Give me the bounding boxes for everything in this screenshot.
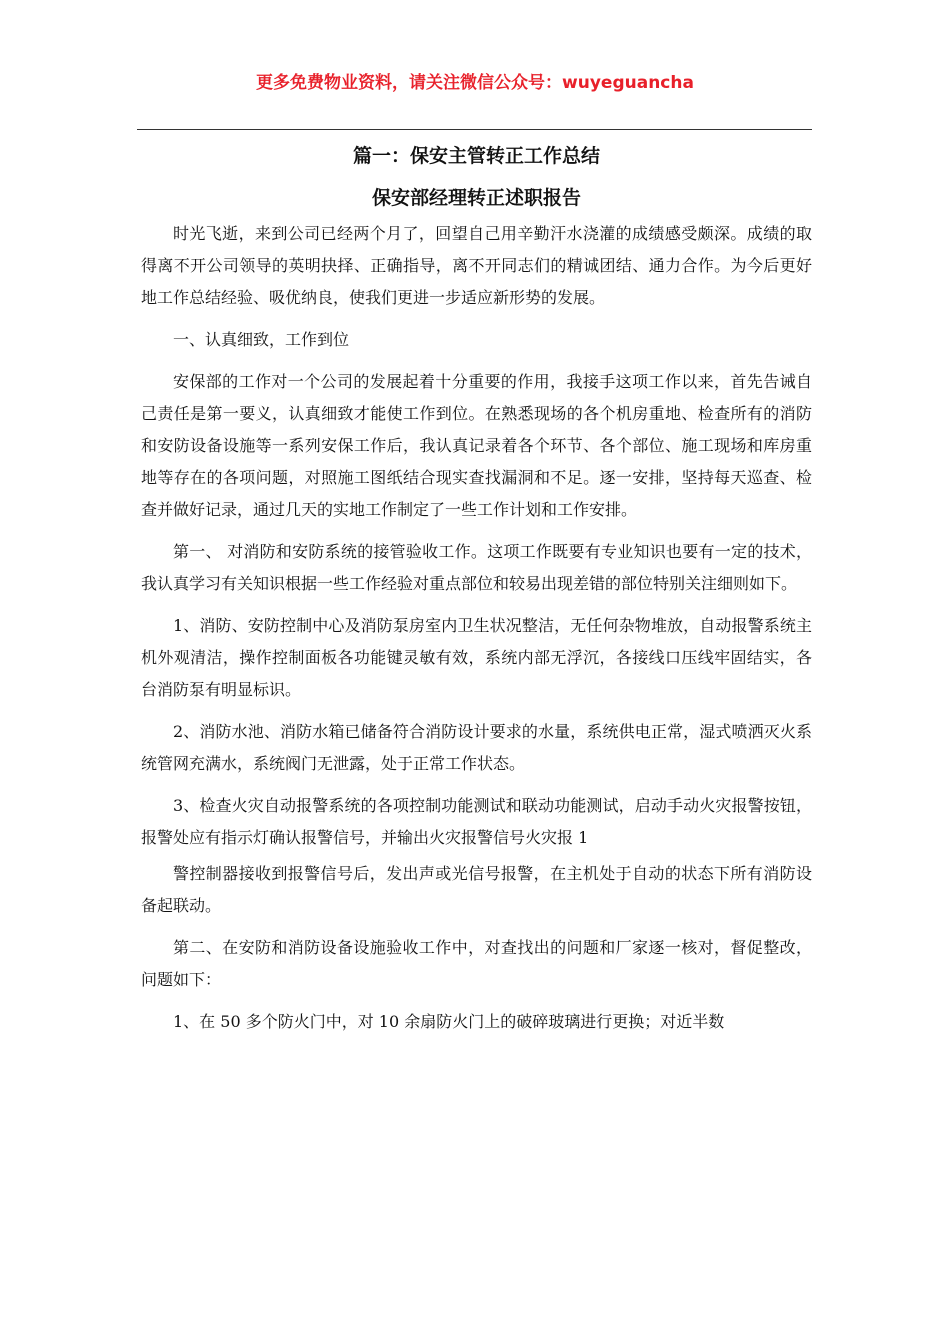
document-subtitle: 保安部经理转正述职报告 <box>371 187 581 209</box>
paragraph-point-2: 2、消防水池、消防水箱已储备符合消防设计要求的水量，系统供电正常，湿式喷洒灭火系统管网充满水，系统阀门无泄露，处于正常工作状态。 <box>141 722 812 773</box>
section-heading-1: 一、认真细致，工作到位 <box>173 330 350 349</box>
promo-banner: 更多免费物业资料，请关注微信公众号：wuyeguancha <box>256 73 694 93</box>
paragraph-security-work: 安保部的工作对一个公司的发展起着十分重要的作用，我接手这项工作以来，首先告诫自己责任是第一要义，认真细致才能使工作到位。在熟悉现场的各个机房重地、检查所有的消防和安防设备设施等一系列安保工作后，我认真记录着各个环节、各个部位、施工现场和库房重地等存在的各项问题，对照施工图纸结合现实查找漏洞和不足。逐一安排，坚持每天巡查、检查并做好记录，通过几天的实地工作制定了一些工作计划和工作安排。 <box>141 372 812 519</box>
paragraph-point-1: 1、消防、安防控制中心及消防泵房室内卫生状况整洁，无任何杂物堆放，自动报警系统主机外观清洁，操作控制面板各功能键灵敏有效，系统内部无浮沉，各接线口压线牢固结实，各台消防泵有明显标识。 <box>141 616 812 699</box>
paragraph-point-3-continued: 警控制器接收到报警信号后，发出声或光信号报警，在主机处于自动的状态下所有消防设备起联动。 <box>141 864 812 915</box>
paragraph-point-3: 3、检查火灾自动报警系统的各项控制功能测试和联动功能测试，启动手动火灾报警按钮，报警处应有指示灯确认报警信号，并输出火灾报警信号火灾报 1 <box>141 796 812 847</box>
paragraph-first-item: 第一、 对消防和安防系统的接管验收工作。这项工作既要有专业知识也要有一定的技术，我认真学习有关知识根据一些工作经验对重点部位和较易出现差错的部位特别关注细则如下。 <box>141 542 812 593</box>
paragraph-second-item: 第二、在安防和消防设备设施验收工作中，对查找出的问题和厂家逐一核对，督促整改，问题如下： <box>141 938 812 989</box>
document-title: 篇一：保安主管转正工作总结 <box>352 145 600 167</box>
paragraph-intro: 时光飞逝，来到公司已经两个月了，回望自己用辛勤汗水浇灌的成绩感受颇深。成绩的取得离不开公司领导的英明抉择、正确指导，离不开同志们的精诚团结、通力合作。为今后更好地工作总结经验、吸优纳良，使我们更进一步适应新形势的发展。 <box>141 224 812 307</box>
document-body <box>141 140 812 1048</box>
header-divider <box>137 129 812 130</box>
paragraph-fire-doors: 1、在 50 多个防火门中，对 10 余扇防火门上的破碎玻璃进行更换；对近半数 <box>173 1012 725 1031</box>
